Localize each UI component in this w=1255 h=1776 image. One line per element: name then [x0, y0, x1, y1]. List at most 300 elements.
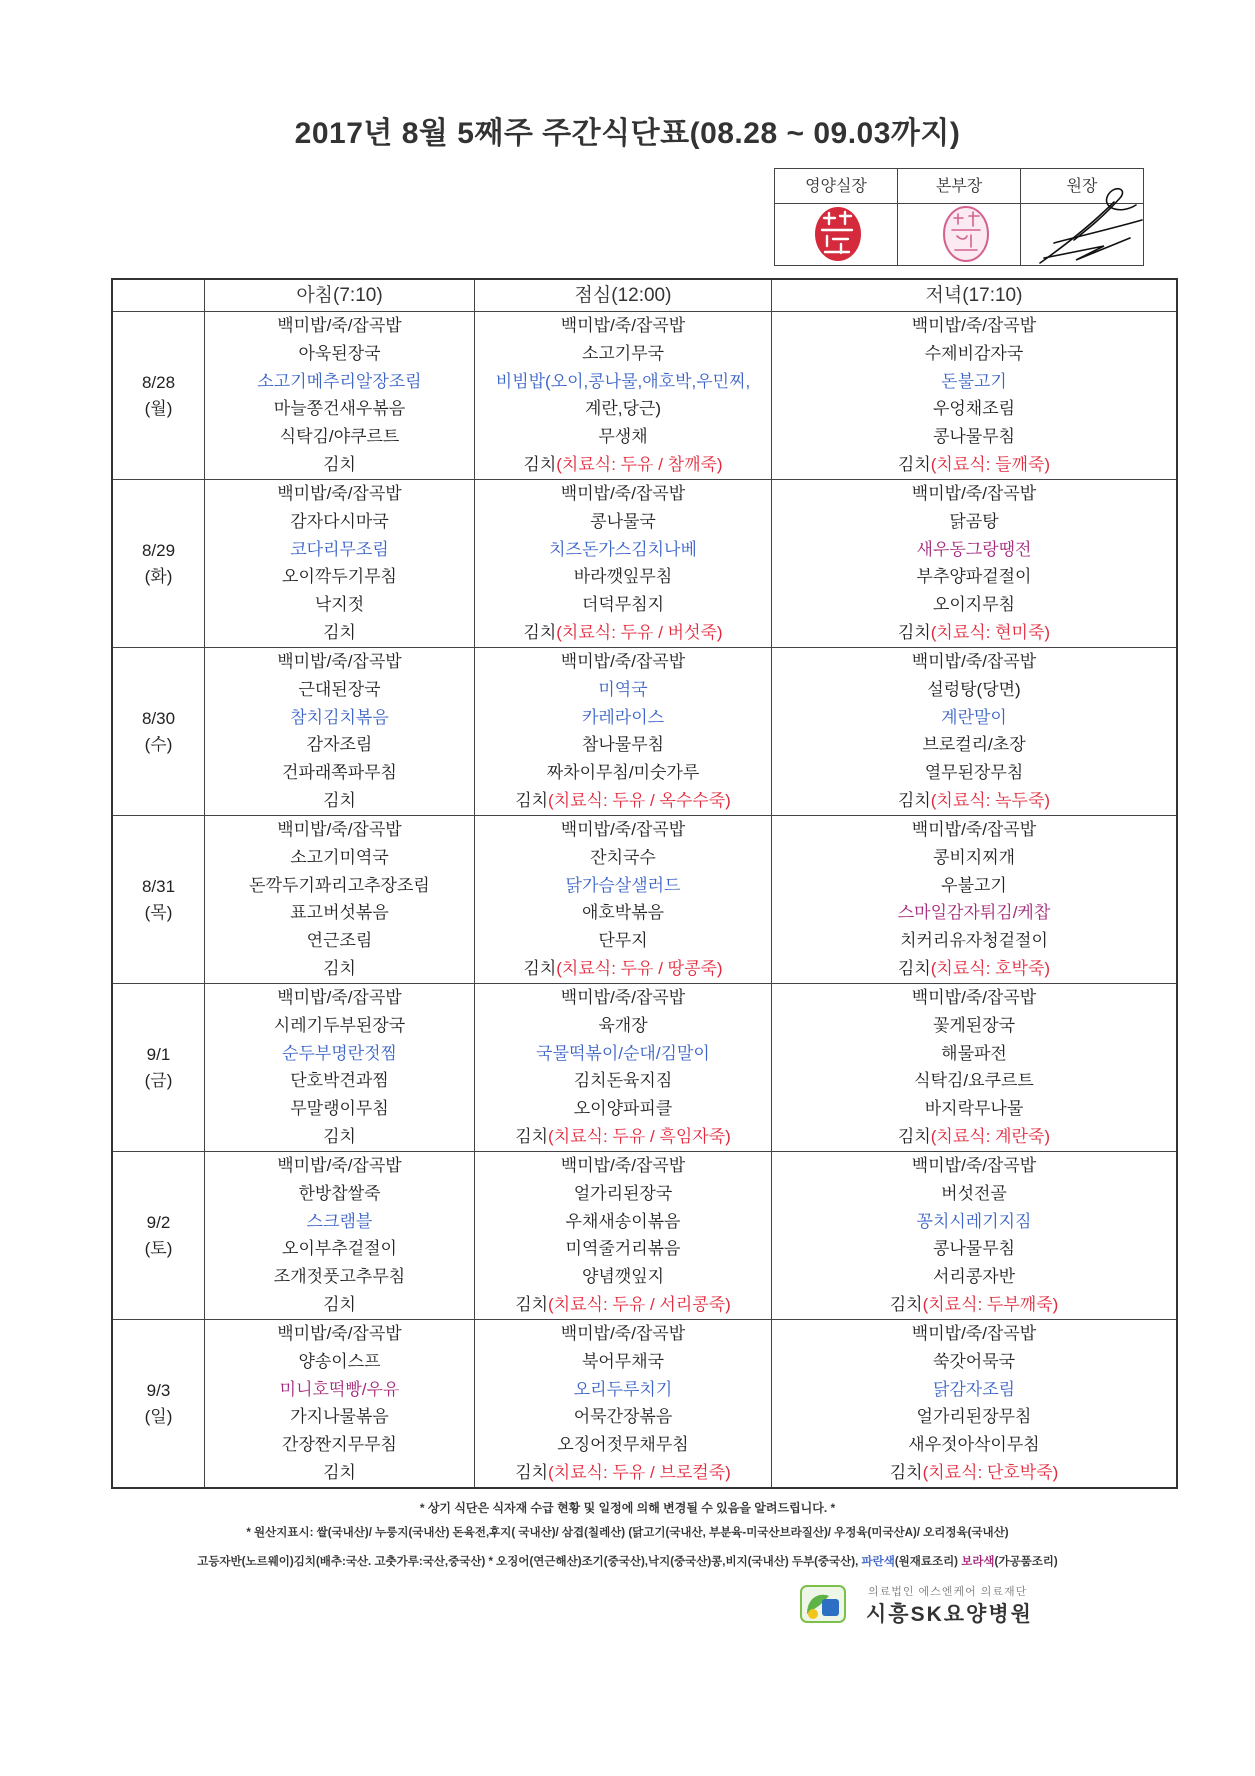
weekday-label: (토) — [144, 1238, 173, 1258]
menu-item-line — [475, 423, 771, 451]
menu-item-line — [205, 1320, 474, 1348]
menu-item: 백미밥/죽/잡곡밥 — [911, 988, 1037, 1007]
menu-item: 해물파전 — [941, 1043, 1007, 1063]
menu-item: 오이부추겉절이 — [282, 1239, 397, 1259]
menu-item: 김치 — [889, 1294, 923, 1314]
therapy-diet-note: (치료식: 현미죽) — [930, 622, 1051, 642]
menu-item: 열무된장무침 — [924, 763, 1024, 783]
menu-item: 백미밥/죽/잡곡밥 — [911, 1324, 1037, 1343]
header-lunch: 점심(12:00) — [475, 280, 772, 311]
menu-item-line — [772, 536, 1176, 564]
therapy-diet-note: (치료식: 두유 / 참깨죽) — [556, 454, 723, 474]
page-title: 2017년 8월 5째주 주간식단표(08.28 ~ 09.03까지) — [294, 117, 961, 150]
menu-item: 미니호떡빵/우유 — [279, 1379, 400, 1399]
menu-item-line — [205, 1263, 474, 1291]
menu-item-line — [772, 619, 1176, 647]
date-cell — [113, 648, 205, 815]
menu-item-line — [772, 816, 1176, 844]
menu-item-line — [475, 759, 771, 787]
therapy-diet-note: (치료식: 두유 / 버섯죽) — [556, 622, 723, 642]
menu-item: 김치 — [323, 1462, 356, 1482]
menu-item-line — [475, 619, 771, 647]
weekday-label: (화) — [144, 566, 173, 586]
menu-item-line — [772, 1208, 1176, 1236]
breakfast-cell — [205, 984, 475, 1151]
menu-item: 연근조림 — [306, 931, 373, 951]
menu-item: 무생채 — [598, 427, 648, 447]
menu-item-line — [205, 563, 474, 591]
menu-item-line — [205, 1067, 474, 1095]
menu-item-line — [475, 1291, 771, 1319]
menu-item: 무말랭이무침 — [290, 1099, 389, 1119]
menu-item-line — [205, 451, 474, 479]
dinner-cell — [772, 816, 1176, 983]
therapy-diet-note: (치료식: 들깨죽) — [930, 454, 1051, 474]
menu-item-line — [475, 1263, 771, 1291]
menu-item-line — [205, 536, 474, 564]
menu-item: 마늘쫑건새우볶음 — [273, 399, 406, 419]
approval-header-director: 원장 — [1021, 169, 1143, 204]
menu-item: 백미밥/죽/잡곡밥 — [560, 652, 686, 671]
menu-item: 김치 — [323, 622, 356, 642]
division-head-seal — [944, 207, 988, 261]
menu-item: 미역줄거리볶음 — [565, 1239, 681, 1259]
menu-item-line — [772, 423, 1176, 451]
menu-item: 한방찹쌀죽 — [298, 1183, 381, 1203]
menu-item-line — [475, 704, 771, 732]
menu-item-line — [772, 704, 1176, 732]
menu-item: 오이지무침 — [932, 595, 1016, 615]
breakfast-cell — [205, 1152, 475, 1319]
menu-item: 양념깻잎지 — [581, 1267, 665, 1287]
menu-item: 낙지젓 — [314, 595, 365, 615]
lunch-cell — [475, 312, 772, 479]
menu-item: 새우동그랑땡전 — [916, 539, 1032, 559]
menu-item: 백미밥/죽/잡곡밥 — [560, 1156, 686, 1175]
therapy-diet-note: (치료식: 두유 / 옥수수죽) — [548, 790, 731, 810]
menu-item: 백미밥/죽/잡곡밥 — [560, 1324, 686, 1343]
menu-item-line — [772, 872, 1176, 900]
menu-item-line — [475, 1067, 771, 1095]
menu-item: 단호박견과찜 — [290, 1071, 389, 1091]
menu-item: 코다리무조림 — [290, 539, 389, 559]
menu-item-line — [475, 1376, 771, 1404]
menu-item-line — [475, 731, 771, 759]
menu-item-line — [475, 816, 771, 844]
menu-item: 새우젓아삭이무침 — [908, 1435, 1040, 1455]
menu-item-line — [205, 1123, 474, 1151]
menu-item-line — [772, 368, 1176, 396]
menu-item: 바지락무나물 — [924, 1099, 1024, 1119]
header-breakfast: 아침(7:10) — [205, 280, 475, 311]
lunch-cell — [475, 984, 772, 1151]
day-block — [113, 648, 1176, 816]
table-header-row — [113, 280, 1176, 312]
menu-item-line — [205, 1235, 474, 1263]
menu-item-line — [205, 984, 474, 1012]
menu-item-line — [475, 1152, 771, 1180]
menu-item: 오리두루치기 — [573, 1379, 673, 1399]
menu-item-line — [475, 563, 771, 591]
day-block — [113, 480, 1176, 648]
menu-item-line — [772, 395, 1176, 423]
menu-item: 꽁치시레기지짐 — [916, 1211, 1032, 1231]
lunch-cell — [475, 480, 772, 647]
date-cell — [113, 312, 205, 479]
breakfast-cell — [205, 816, 475, 983]
menu-item: 북어무채국 — [581, 1351, 665, 1371]
menu-item-line — [475, 536, 771, 564]
menu-item: 꽃게된장국 — [932, 1015, 1016, 1035]
menu-item-line — [475, 927, 771, 955]
menu-item-line — [772, 1459, 1176, 1487]
menu-item: 김치 — [515, 1294, 549, 1314]
menu-item: 오이깍두기무침 — [282, 567, 397, 587]
lunch-cell — [475, 1320, 772, 1487]
approval-marks — [774, 168, 1144, 266]
menu-item: 김치 — [323, 454, 356, 474]
menu-item-line — [205, 844, 474, 872]
therapy-diet-note: (치료식: 단호박죽) — [922, 1462, 1059, 1482]
menu-item-line — [205, 591, 474, 619]
menu-item: 김치 — [515, 790, 549, 810]
breakfast-cell — [205, 648, 475, 815]
menu-item: 비빔밥(오이,콩나물,애호박,우민찌, — [495, 371, 751, 391]
menu-item: 가지나물볶음 — [290, 1407, 389, 1427]
menu-item: 바라깻잎무침 — [573, 567, 673, 587]
menu-item: 참나물무침 — [581, 735, 665, 755]
menu-item: 참치김치볶음 — [290, 707, 389, 727]
change-notice: * 상기 식단은 식자재 수급 현황 및 일정에 의해 변경될 수 있음을 알려드립니다. * — [419, 1501, 836, 1515]
therapy-diet-note: (치료식: 두유 / 브로컬죽) — [548, 1462, 731, 1482]
day-block — [113, 1320, 1176, 1487]
menu-item: 국물떡볶이/순대/김말이 — [536, 1043, 710, 1063]
menu-item: 백미밥/죽/잡곡밥 — [277, 652, 402, 671]
menu-item: 표고버섯볶음 — [290, 903, 389, 923]
menu-item-line — [772, 1012, 1176, 1040]
menu-item-line — [772, 1431, 1176, 1459]
menu-item-line — [772, 1180, 1176, 1208]
menu-item: 오이양파피클 — [573, 1099, 673, 1119]
dinner-cell — [772, 312, 1176, 479]
hospital-logo-icon — [799, 1584, 847, 1624]
menu-item-line — [205, 648, 474, 676]
menu-item-line — [475, 480, 771, 508]
menu-item-line — [205, 1152, 474, 1180]
menu-item-line — [772, 1095, 1176, 1123]
menu-item: 김치 — [323, 790, 356, 810]
menu-item-line — [772, 1123, 1176, 1151]
menu-item-line — [205, 423, 474, 451]
menu-item-line — [772, 451, 1176, 479]
origin-notice-line1: * 원산지표시: 쌀(국내산)/ 누룽지(국내산) 돈육전,후지( 국내산)/ 삼겹(칠레산) (닭고기(국내산, 부분육-미국산브라질산)/ 우정육(미국산A)/ 오리정육(국내산) — [246, 1527, 1009, 1539]
logo-hospital-name: 시흥SK요양병원 — [866, 1603, 1033, 1626]
menu-item-line — [772, 340, 1176, 368]
menu-item: 계란말이 — [941, 707, 1007, 727]
menu-item: 설렁탕(당면) — [927, 679, 1021, 699]
menu-item: 콩나물무침 — [932, 427, 1016, 447]
menu-item: 치즈돈가스김치나베 — [549, 539, 697, 559]
origin-notice-text: 고등자반(노르웨이)김치(배추:국산. 고춧가루:국산,중국산) * 오징어(연근해산)조기(중국산),낙지(중국산)콩,비지(국내산) 두부(중국산), — [197, 1556, 862, 1568]
dinner-cell — [772, 984, 1176, 1151]
date-label: 8/28 — [141, 372, 176, 392]
date-label: 8/31 — [141, 876, 176, 896]
day-block — [113, 312, 1176, 480]
menu-item-line — [205, 1459, 474, 1487]
menu-item-line — [475, 872, 771, 900]
menu-item: 김치 — [523, 622, 557, 642]
date-cell — [113, 816, 205, 983]
menu-item-line — [475, 591, 771, 619]
menu-item: 짜차이무침/미숫가루 — [546, 763, 700, 783]
date-label: 8/29 — [141, 540, 176, 560]
menu-item-line — [772, 1263, 1176, 1291]
menu-item-line — [205, 480, 474, 508]
menu-item-line — [205, 955, 474, 983]
date-label: 8/30 — [141, 708, 176, 728]
menu-item: 돈깍두기꽈리고추장조림 — [249, 875, 430, 895]
menu-item-line — [772, 1348, 1176, 1376]
therapy-diet-note: (치료식: 두유 / 서리콩죽) — [548, 1294, 731, 1314]
menu-item-line — [205, 619, 474, 647]
menu-item: 백미밥/죽/잡곡밥 — [560, 988, 686, 1007]
menu-item: 백미밥/죽/잡곡밥 — [911, 316, 1037, 335]
menu-item: 백미밥/죽/잡곡밥 — [560, 316, 686, 335]
dinner-cell — [772, 1152, 1176, 1319]
menu-item-line — [772, 731, 1176, 759]
menu-item: 식탁김/야쿠르트 — [279, 427, 400, 447]
menu-item: 계란,당근) — [584, 399, 662, 419]
menu-item: 조개젓풋고추무침 — [273, 1267, 406, 1287]
menu-item-line — [205, 899, 474, 927]
menu-item: 백미밥/죽/잡곡밥 — [560, 484, 686, 503]
menu-item-line — [772, 759, 1176, 787]
menu-item-line — [205, 1431, 474, 1459]
breakfast-cell — [205, 312, 475, 479]
menu-item: 쑥갓어묵국 — [932, 1351, 1016, 1371]
therapy-diet-note: (치료식: 계란죽) — [930, 1126, 1051, 1146]
breakfast-cell — [205, 1320, 475, 1487]
menu-item: 백미밥/죽/잡곡밥 — [911, 652, 1037, 671]
menu-item: 감자다시마국 — [290, 511, 389, 531]
menu-item: 백미밥/죽/잡곡밥 — [277, 316, 402, 335]
menu-item: 김치 — [897, 454, 931, 474]
menu-item: 소고기미역국 — [290, 847, 389, 867]
menu-item: 건파래쪽파무침 — [282, 763, 397, 783]
legend-purple-label: 보라색 — [961, 1556, 995, 1568]
menu-item: 백미밥/죽/잡곡밥 — [560, 820, 686, 839]
menu-item: 시레기두부된장국 — [273, 1015, 406, 1035]
dinner-cell — [772, 1320, 1176, 1487]
header-date-corner — [113, 280, 205, 311]
menu-item-line — [772, 1403, 1176, 1431]
menu-item-line — [772, 1235, 1176, 1263]
menu-item: 스크램블 — [306, 1211, 373, 1231]
menu-item-line — [475, 844, 771, 872]
menu-item: 치커리유자청겉절이 — [900, 931, 1048, 951]
menu-item-line — [205, 731, 474, 759]
menu-item-line — [205, 312, 474, 340]
menu-item: 백미밥/죽/잡곡밥 — [911, 1156, 1037, 1175]
weekday-label: (목) — [144, 902, 173, 922]
menu-item-line — [772, 899, 1176, 927]
therapy-diet-note: (치료식: 두유 / 땅콩죽) — [556, 958, 723, 978]
menu-item: 김치 — [897, 622, 931, 642]
menu-item: 백미밥/죽/잡곡밥 — [911, 484, 1037, 503]
therapy-diet-note: (치료식: 두유 / 흑임자죽) — [548, 1126, 731, 1146]
menu-item: 김치 — [523, 958, 557, 978]
menu-item-line — [475, 955, 771, 983]
menu-item: 백미밥/죽/잡곡밥 — [277, 820, 402, 839]
menu-item: 콩나물국 — [590, 511, 656, 531]
menu-item-line — [772, 312, 1176, 340]
menu-item-line — [772, 1040, 1176, 1068]
menu-item: 닭가슴살샐러드 — [565, 875, 681, 895]
weekday-label: (월) — [144, 398, 173, 418]
menu-item-line — [475, 1012, 771, 1040]
menu-item-line — [475, 508, 771, 536]
menu-item: 더덕무침지 — [581, 595, 665, 615]
menu-item: 우엉채조림 — [932, 399, 1016, 419]
menu-item: 김치 — [523, 454, 557, 474]
menu-item-line — [205, 1040, 474, 1068]
menu-item-line — [205, 676, 474, 704]
menu-item-line — [475, 1459, 771, 1487]
date-label: 9/2 — [146, 1212, 171, 1232]
menu-item-line — [205, 872, 474, 900]
lunch-cell — [475, 816, 772, 983]
menu-item: 아욱된장국 — [298, 343, 381, 363]
menu-item: 서리콩자반 — [932, 1267, 1016, 1287]
menu-item: 김치 — [897, 958, 931, 978]
menu-item: 백미밥/죽/잡곡밥 — [277, 988, 402, 1007]
menu-item-line — [205, 1095, 474, 1123]
weekday-label: (금) — [144, 1070, 173, 1090]
menu-item-line — [772, 1067, 1176, 1095]
menu-item-line — [772, 508, 1176, 536]
menu-item-line — [205, 395, 474, 423]
menu-item: 김치 — [889, 1462, 923, 1482]
menu-item: 우불고기 — [941, 875, 1007, 895]
menu-item-line — [205, 1403, 474, 1431]
menu-item: 콩나물무침 — [932, 1239, 1016, 1259]
menu-item-line — [475, 899, 771, 927]
menu-item-line — [205, 1012, 474, 1040]
legend-purple-desc: (가공품조리) — [994, 1556, 1058, 1568]
menu-item: 백미밥/죽/잡곡밥 — [277, 1156, 402, 1175]
day-block — [113, 1152, 1176, 1320]
menu-item: 닭곰탕 — [949, 511, 999, 531]
menu-item: 미역국 — [598, 679, 648, 699]
menu-item-line — [205, 787, 474, 815]
menu-item-line — [772, 1152, 1176, 1180]
menu-item-line — [772, 591, 1176, 619]
menu-item-line — [205, 1208, 474, 1236]
menu-item: 얼가리된장무침 — [916, 1407, 1032, 1427]
menu-item-line — [205, 1348, 474, 1376]
menu-item-line — [475, 395, 771, 423]
menu-item-line — [772, 927, 1176, 955]
director-signature — [1040, 189, 1142, 263]
day-block — [113, 816, 1176, 984]
menu-item: 어묵간장볶음 — [573, 1407, 673, 1427]
menu-item-line — [475, 676, 771, 704]
lunch-cell — [475, 648, 772, 815]
day-block — [113, 984, 1176, 1152]
menu-item-line — [475, 1208, 771, 1236]
menu-item-line — [205, 704, 474, 732]
date-cell — [113, 480, 205, 647]
date-cell — [113, 1320, 205, 1487]
menu-item-line — [772, 844, 1176, 872]
menu-item: 감자조림 — [306, 735, 373, 755]
therapy-diet-note: (치료식: 두부깨죽) — [922, 1294, 1059, 1314]
menu-item-line — [772, 787, 1176, 815]
menu-item: 김치 — [897, 790, 931, 810]
weekday-label: (일) — [144, 1406, 173, 1426]
date-cell — [113, 984, 205, 1151]
menu-item-line — [772, 480, 1176, 508]
date-label: 9/1 — [146, 1044, 171, 1064]
menu-item: 근대된장국 — [298, 679, 381, 699]
lunch-cell — [475, 1152, 772, 1319]
menu-item-line — [475, 1095, 771, 1123]
menu-item: 단무지 — [598, 931, 648, 951]
menu-item-line — [772, 1320, 1176, 1348]
menu-item-line — [772, 648, 1176, 676]
menu-item: 오징어젓무채무침 — [557, 1435, 689, 1455]
dinner-cell — [772, 480, 1176, 647]
menu-item: 돈불고기 — [941, 371, 1007, 391]
legend-blue-desc: (원재료조리) — [894, 1556, 962, 1568]
menu-item-line — [772, 984, 1176, 1012]
menu-item-line — [205, 340, 474, 368]
menu-item-line — [772, 676, 1176, 704]
menu-item-line — [475, 1180, 771, 1208]
menu-item-line — [475, 312, 771, 340]
menu-item: 양송이스프 — [298, 1351, 381, 1371]
origin-notice-line2 — [0, 1553, 1255, 1569]
menu-item: 닭감자조림 — [932, 1379, 1016, 1399]
menu-item: 잔치국수 — [590, 847, 656, 867]
menu-item: 김치 — [515, 1462, 549, 1482]
menu-item: 소고기메추리알장조림 — [257, 371, 422, 391]
menu-item-line — [475, 1235, 771, 1263]
menu-item-line — [475, 1348, 771, 1376]
menu-item-line — [205, 1376, 474, 1404]
menu-item: 김치 — [897, 1126, 931, 1146]
header-dinner: 저녁(17:10) — [925, 285, 1023, 306]
menu-item-line — [475, 787, 771, 815]
menu-item-line — [205, 759, 474, 787]
menu-item: 애호박볶음 — [581, 903, 665, 923]
menu-item: 김치 — [515, 1126, 549, 1146]
menu-item-line — [475, 1040, 771, 1068]
weekly-menu-table — [111, 278, 1178, 1489]
menu-item-line — [475, 368, 771, 396]
menu-item-line — [205, 1180, 474, 1208]
therapy-diet-note: (치료식: 녹두죽) — [930, 790, 1051, 810]
menu-item: 부추양파겉절이 — [916, 567, 1032, 587]
menu-item-line — [205, 816, 474, 844]
menu-item: 카레라이스 — [581, 707, 665, 727]
menu-item: 백미밥/죽/잡곡밥 — [277, 484, 402, 503]
menu-item-line — [475, 648, 771, 676]
menu-item: 백미밥/죽/잡곡밥 — [911, 820, 1037, 839]
menu-item-line — [772, 1376, 1176, 1404]
menu-item: 소고기무국 — [581, 343, 665, 363]
menu-item-line — [205, 508, 474, 536]
